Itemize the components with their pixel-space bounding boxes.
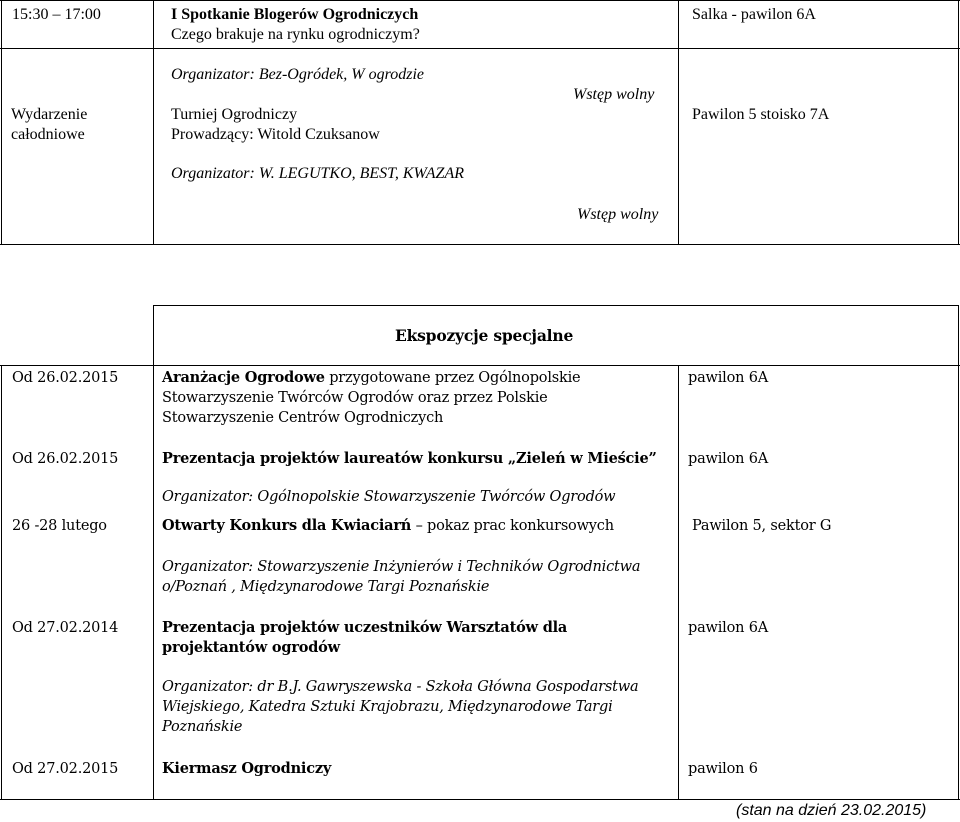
exhibition-title	[162, 516, 614, 536]
exhibition-title: projektantów ogrodów	[162, 639, 340, 656]
row-divider	[0, 48, 960, 49]
heading-border-left	[153, 305, 154, 366]
exhibition-date: Od 26.02.2015	[12, 370, 119, 386]
exhibition-title-rest: przygotowane przez Ogólnopolskie	[324, 370, 581, 386]
exhibition-description: Stowarzyszenie Centrów Ogrodniczych	[162, 410, 444, 426]
exhibition-location: Pawilon 5, sektor G	[692, 518, 832, 534]
exhibition-title: Prezentacja projektów uczestników Warsztatów dla	[162, 619, 568, 636]
column-divider	[153, 365, 154, 800]
exhibition-organizer: Organizator: dr B.J. Gawryszewska - Szkoła Główna Gospodarstwa	[162, 679, 639, 695]
exhibition-location: pawilon 6A	[688, 370, 768, 386]
exhibition-title-bold: Otwarty Konkurs dla Kwiaciarń	[162, 517, 412, 534]
exhibition-date: 26 -28 lutego	[12, 518, 107, 534]
heading-border-top	[153, 305, 959, 306]
table-border-bottom	[0, 799, 960, 800]
exhibition-title	[162, 368, 580, 388]
event-organizer: Organizator: W. LEGUTKO, BEST, KWAZAR	[171, 165, 464, 182]
entry-info: Wstęp wolny	[577, 206, 659, 223]
table-border-bottom	[0, 244, 960, 245]
table-border-right	[958, 365, 959, 800]
exhibition-location: pawilon 6A	[688, 451, 768, 467]
exhibition-organizer: o/Poznań , Międzynarodowe Targi Poznańskie	[162, 579, 490, 595]
exhibition-date: Od 27.02.2014	[12, 620, 119, 636]
event-when: całodniowe	[11, 126, 85, 143]
exhibition-organizer: Wiejskiego, Katedra Sztuki Krajobrazu, Międzynarodowe Targi	[162, 699, 613, 715]
table-border-left	[1, 365, 2, 800]
exhibition-location: pawilon 6	[688, 761, 758, 777]
event-title: I Spotkanie Blogerów Ogrodniczych	[171, 6, 419, 23]
column-divider	[678, 0, 679, 245]
exhibition-title-bold: Aranżacje Ogrodowe	[162, 369, 325, 386]
section-heading: Ekspozycje specjalne	[395, 326, 574, 345]
event-title: Turniej Ogrodniczy	[171, 106, 298, 123]
exhibition-date: Od 27.02.2015	[12, 761, 119, 777]
table-border-right	[958, 0, 959, 245]
table-border-top	[0, 0, 960, 1]
event-when: Wydarzenie	[11, 106, 88, 123]
exhibition-title-rest: – pokaz prac konkursowych	[411, 518, 614, 534]
exhibition-description: Stowarzyszenie Twórców Ogrodów oraz przez Polskie	[162, 390, 548, 406]
table-border-left	[1, 0, 2, 245]
exhibition-title: Prezentacja projektów laureatów konkursu „Zieleń w Mieście”	[162, 450, 657, 467]
event-subtitle: Czego brakuje na rynku ogrodniczym?	[171, 26, 420, 43]
exhibition-location: pawilon 6A	[688, 620, 768, 636]
column-divider	[678, 365, 679, 800]
column-divider	[153, 0, 154, 245]
entry-info: Wstęp wolny	[573, 86, 655, 103]
exhibition-organizer: Poznańskie	[162, 719, 243, 735]
status-date-note: (stan na dzień 23.02.2015)	[736, 802, 927, 819]
exhibition-date: Od 26.02.2015	[12, 451, 119, 467]
exhibition-organizer: Organizator: Ogólnopolskie Stowarzyszenie Twórców Ogrodów	[162, 489, 616, 505]
heading-border-right	[958, 305, 959, 366]
event-location: Salka - pawilon 6A	[692, 6, 816, 23]
exhibition-organizer: Organizator: Stowarzyszenie Inżynierów i Techników Ogrodnictwa	[162, 559, 641, 575]
event-location: Pawilon 5 stoisko 7A	[692, 106, 830, 123]
heading-border-bottom	[0, 365, 960, 366]
event-organizer: Organizator: Bez-Ogródek, W ogrodzie	[171, 66, 425, 83]
event-host: Prowadzący: Witold Czuksanow	[171, 126, 380, 143]
event-time: 15:30 – 17:00	[12, 6, 101, 23]
exhibition-title: Kiermasz Ogrodniczy	[162, 760, 332, 777]
